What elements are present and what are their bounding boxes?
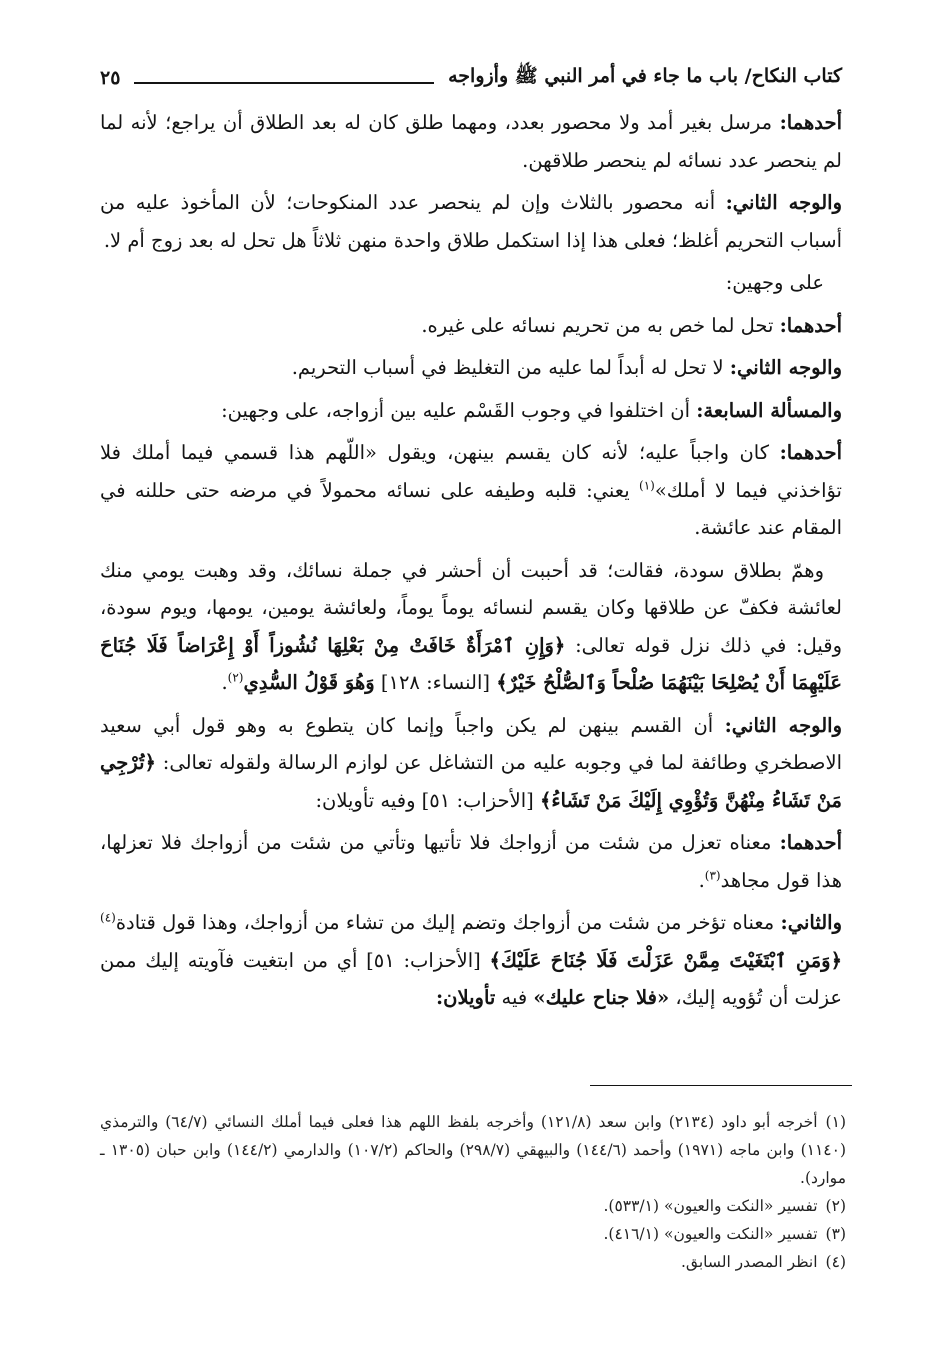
paragraph-lead: والوجه الثاني:: [725, 191, 842, 214]
footnote-separator: [590, 1085, 852, 1086]
paragraph-text: لا تحل له أبداً لما عليه من التغليظ في أسباب التحريم.: [291, 356, 730, 379]
footnote-number: (١): [825, 1113, 846, 1131]
quoted-phrase: تأويلان:: [435, 986, 496, 1009]
paragraph-text: أن اختلفوا في وجوب القَسْم عليه بين أزواجه، على وجهين:: [221, 398, 697, 422]
paragraph-1: [100, 104, 842, 179]
paragraph-text: مرسل بغير أمد ولا محصور بعدد، ومهما طلق كان له بعد الطلاق أن يراجع؛ لأنه لما لم ينحصر عدد نسائه لم ينحصر طلاقهن.: [100, 111, 842, 172]
footnote-3: [100, 1220, 846, 1248]
paragraph-lead: والوجه الثاني:: [729, 356, 842, 379]
paragraph-text: يعني: قلبه وطيفه على نسائه محمولاً في مرضه حتى حللنه في المقام عند عائشة.: [100, 478, 842, 539]
paragraph-3: [100, 264, 842, 302]
paragraph-lead: والثاني:: [780, 911, 842, 934]
footnote-number: (٤): [825, 1253, 846, 1271]
paragraph-text: تحل لما خص به من تحريم نسائه على غيره.: [421, 313, 780, 337]
paragraph-text: .: [221, 671, 228, 694]
paragraph-text: أنه محصور بالثلاث وإن لم ينحصر عدد المنكوحات؛ لأن المأخوذ عليه من أسباب التحريم أغلظ؛ فعلى هذا إذا استكمل طلاق واحدة منهن ثلاثاً هل تحل له بعد زوج أم لا.: [100, 191, 842, 252]
footnote-1: [100, 1108, 846, 1192]
footnote-text: تفسير «النكت والعيون» (٤١٦/١).: [603, 1225, 818, 1243]
footnote-text: تفسير «النكت والعيون» (٥٣٣/١).: [603, 1197, 818, 1215]
paragraph-text: معناه تعزل من شئت من أزواجك فلا تأتيها وتأتي من شئت من أزواجك فلا تعزلها، هذا قول مجاهد: [100, 831, 842, 892]
paragraph-2: [100, 184, 842, 259]
main-text: [100, 104, 842, 1022]
paragraph-text: [الأحزاب: ٥١] وفيه تأويلان:: [315, 788, 540, 812]
footnote-ref[interactable]: (٣): [704, 868, 721, 882]
footnote-ref[interactable]: (٤): [100, 910, 116, 925]
paragraph-text: وهمّ بطلاق سودة، فقالت؛ قد أحببت أن أحشر في جملة نسائك، وقد وهبت يومي منك لعائشة فكفّ عن طلاقها وكان يقسم لنسائه يوماً يوماً، ولعائشة يومين، يومها، ويوم سودة، وقيل: في ذلك نزل قوله تعالى:: [100, 558, 842, 657]
paragraph-text: كان واجباً عليه؛ لأنه كان يقسم بينهن، ويقول «اللّهم هذا قسمي فيما أملك فلا تؤاخذني فيما لا أملك»: [100, 441, 842, 502]
header-rule: [134, 82, 434, 84]
running-header: [100, 60, 842, 96]
page-number: ٢٥: [100, 67, 121, 89]
paragraph-6: [100, 392, 842, 430]
paragraph-text: [الأحزاب: ٥١] أي من ابتغيت فآويته إليك ممن عزلت أن تُؤويه إليك،: [100, 948, 842, 1009]
paragraph-text: .: [698, 868, 705, 892]
paragraph-10: [100, 824, 842, 899]
footnotes: [100, 1108, 846, 1276]
paragraph-text: فيه: [495, 986, 534, 1009]
quoted-phrase: «فلا جناح عليك»: [533, 986, 670, 1009]
paragraph-lead: والمسألة السابعة:: [696, 398, 842, 422]
paragraph-lead: أحدهما:: [779, 441, 842, 464]
footnote-number: (٣): [825, 1225, 846, 1243]
paragraph-7: [100, 434, 842, 547]
paragraph-lead: أحدهما:: [779, 313, 842, 337]
paragraph-text: على وجهين:: [725, 271, 824, 294]
quran-verse: ﴿وَمَنِ ٱبْتَغَيْتَ مِمَّنْ عَزَلْتَ فَلَا جُنَاحَ عَلَيْكَ﴾: [489, 948, 843, 972]
quran-verse: ﴿تُرْجِي مَنْ تَشَاءُ مِنْهُنَّ وَتُؤْوِي إِلَيْكَ مَنْ تَشَاءُ﴾: [100, 751, 842, 812]
paragraph-8: [100, 552, 842, 702]
quran-verse: ﴿وَإِنِ ٱمْرَأَةٌ خَافَتْ مِنْ بَعْلِهَا نُشُوزاً أَوْ إِعْرَاضاً فَلَا جُنَاحَ عَلَيْهِمَا أَنْ يُصْلِحَا بَيْنَهُمَا صُلْحاً وَٱلصُّلْحُ خَيْرٌ﴾: [100, 633, 842, 694]
paragraph-5: [100, 349, 842, 387]
paragraph-lead: أحدهما:: [779, 111, 842, 134]
paragraph-4: [100, 307, 842, 345]
paragraph-9: [100, 707, 842, 820]
footnote-4: [100, 1248, 846, 1276]
paragraph-lead: أحدهما:: [779, 831, 842, 854]
footnote-number: (٢): [825, 1197, 846, 1215]
paragraph-text: معناه تؤخر من شئت من أزواجك وتضم إليك من تشاء من أزواجك، وهذا قول قتادة: [115, 911, 781, 934]
paragraph-lead: والوجه الثاني:: [724, 713, 842, 737]
footnote-text: انظر المصدر السابق.: [681, 1253, 818, 1271]
quran-verse: وَهُوَ قَوْلُ السُّدِي: [243, 671, 375, 694]
paragraph-11: [100, 904, 842, 1017]
footnote-2: [100, 1192, 846, 1220]
header-title: كتاب النكاح/ باب ما جاء في أمر النبي ﷺ وأزواجه: [448, 65, 842, 87]
paragraph-text: أن القسم بينهن لم يكن واجباً وإنما كان يتطوع به وهو قول أبي سعيد الاصطخري وطائفة لما في وجوبه عليه من التشاغل عن لوازم الرسالة ولقوله تعالى:: [100, 713, 842, 774]
paragraph-text: [النساء: ١٢٨]: [374, 671, 497, 694]
footnote-ref[interactable]: (٢): [227, 670, 244, 685]
footnote-ref[interactable]: (١): [639, 478, 655, 492]
footnote-text: أخرجه أبو داود (٢١٣٤) وابن سعد (١٢١/٨) وأخرجه بلفظ اللهم هذا فعلى فيما أملك النسائي (٦٤/٧) والترمذي (١١٤٠) وابن ماجه (١٩٧١) وأحمد (١٤٤/٦) والبيهقي (٢٩٨/٧) والحاكم (١٠٧/٢) والدارمي (١٤٤/٢) وابن حبان (١٣٠٥ ـ موارد).: [100, 1113, 846, 1187]
